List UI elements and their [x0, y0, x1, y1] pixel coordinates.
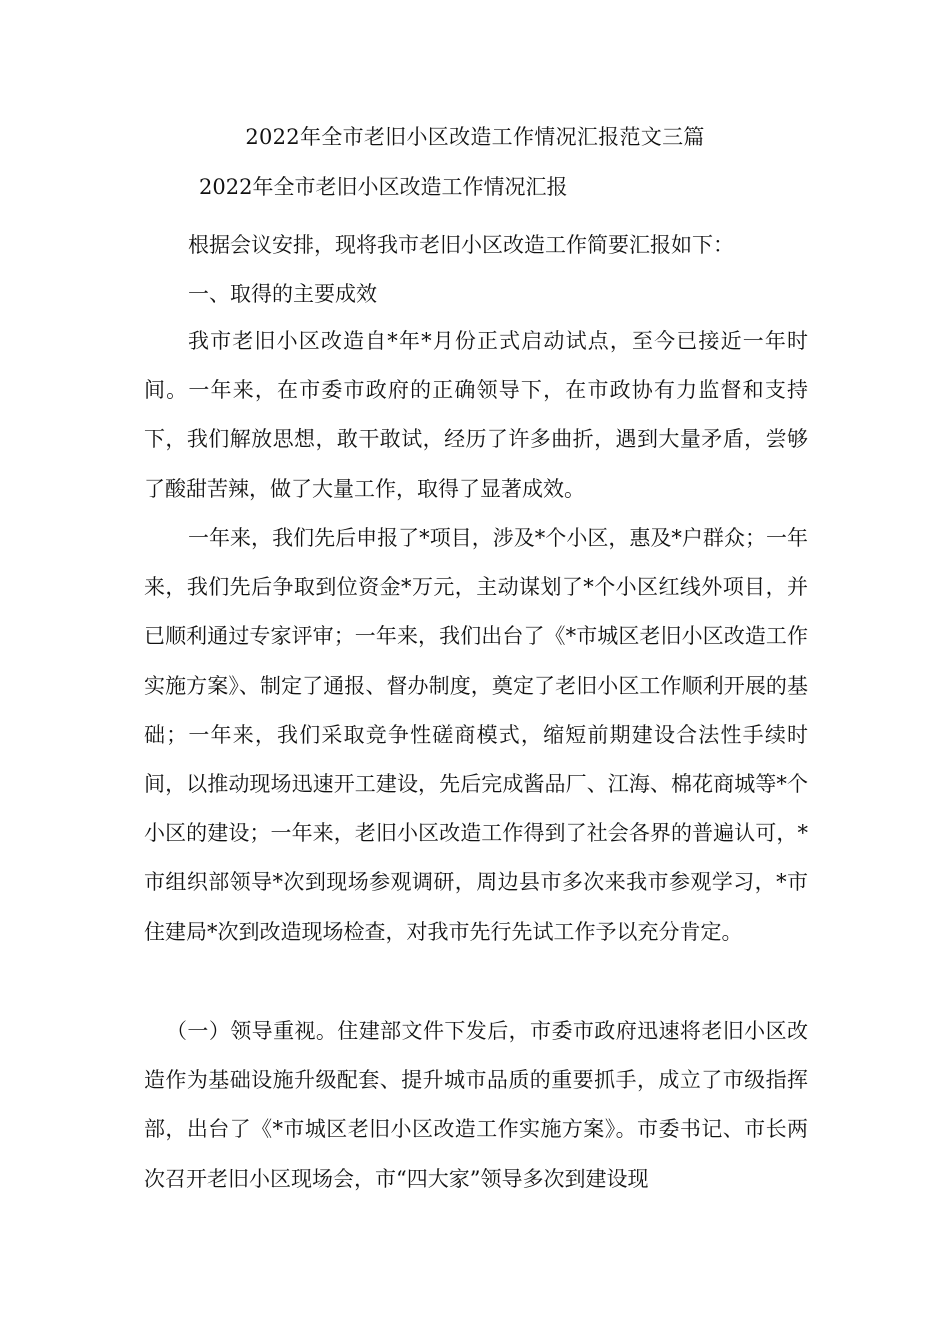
section-heading: 一、取得的主要成效	[188, 282, 377, 306]
body-paragraph: 一年来，我们先后申报了*项目，涉及*个小区，惠及*户群众；一年来，我们先后争取到位资金*万元，主动谋划了*个小区红线外项目，并已顺利通过专家评审；一年来，我们出台了《*市城区老旧小区改造工作实施方案》、制定了通报、督办制度，奠定了老旧小区工作顺利开展的基础；一年来，我们采取竞争性磋商模式，缩短前期建设合法性手续时间，以推动现场迅速开工建设，先后完成酱品厂、江海、棉花商城等*个小区的建设；一年来，老旧小区改造工作得到了社会各界的普遍认可，*市组织部领导*次到现场参观调研，周边县市多次来我市参观学习，*市住建局*次到改造现场检查，对我市先行先试工作予以充分肯定。	[144, 526, 808, 944]
body-paragraph: 我市老旧小区改造自*年*月份正式启动试点，至今已接近一年时间。一年来，在市委市政府的正确领导下，在市政协有力监督和支持下，我们解放思想，敢干敢试，经历了许多曲折，遇到大量矛盾，尝够了酸甜苦辣，做了大量工作，取得了显著成效。	[144, 329, 808, 501]
intro-paragraph: 根据会议安排，现将我市老旧小区改造工作简要汇报如下：	[188, 233, 734, 257]
body-paragraph: （一）领导重视。住建部文件下发后，市委市政府迅速将老旧小区改造作为基础设施升级配套、提升城市品质的重要抓手，成立了市级指挥部，出台了《*市城区老旧小区改造工作实施方案》。市委书记、市长两次召开老旧小区现场会，市“四大家”领导多次到建设现	[144, 1019, 808, 1191]
document-title: 2022年全市老旧小区改造工作情况汇报范文三篇	[245, 125, 705, 149]
document-subtitle: 2022年全市老旧小区改造工作情况汇报	[199, 175, 568, 199]
